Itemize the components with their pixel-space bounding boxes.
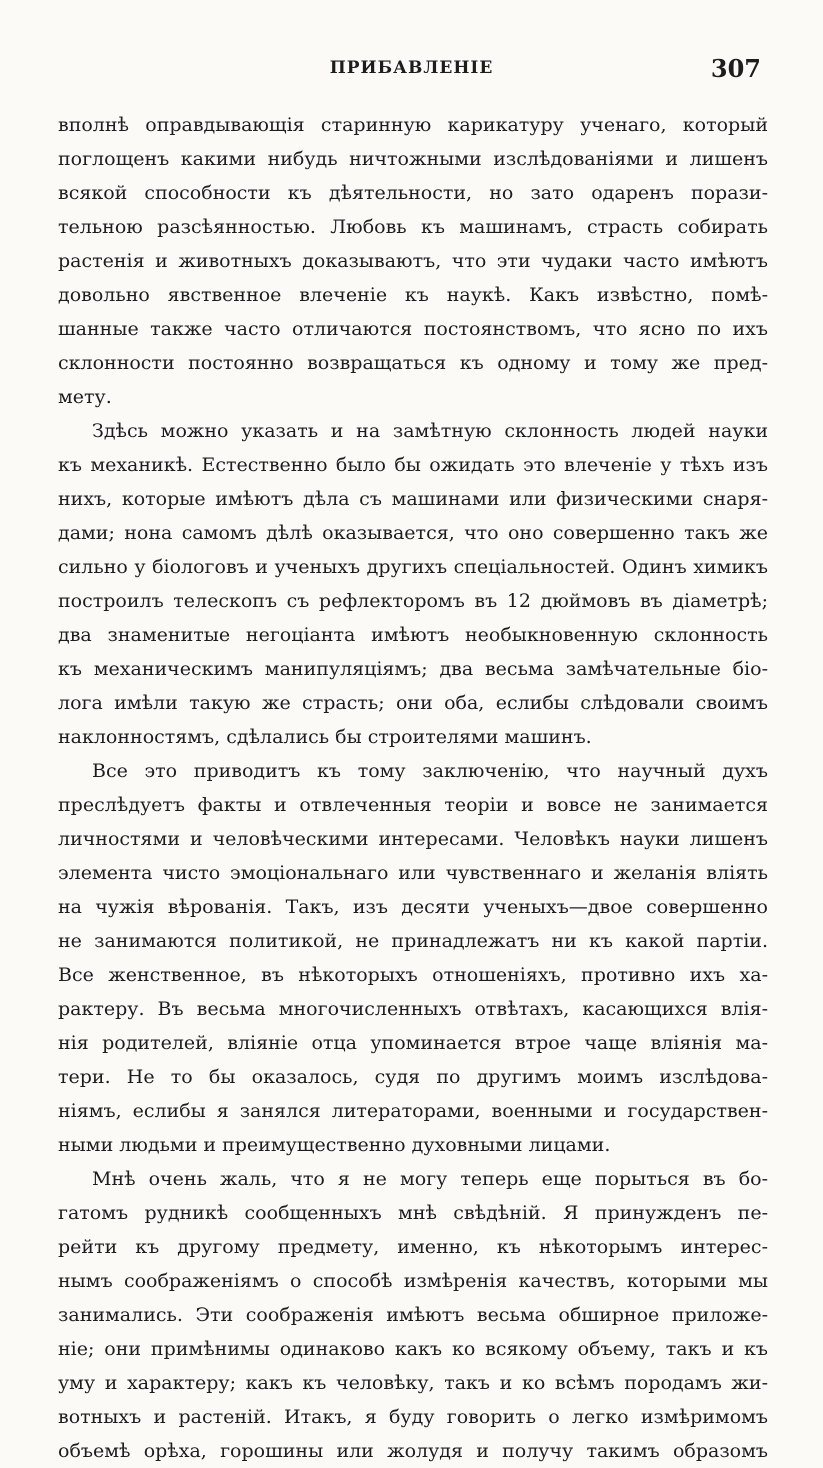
text-line: Мнѣ очень жаль, что я не могу теперь еще порыться въ бо-: [92, 1168, 768, 1190]
text-line: ніямъ, еслибы я занялся литераторами, военными и государствен-: [58, 1100, 768, 1122]
text-line: лога имѣли такую же страсть; они оба, еслибы слѣдовали своимъ: [58, 692, 768, 714]
text-line: Здѣсь можно указать и на замѣтную склонность людей науки: [92, 420, 768, 442]
text-line: гатомъ рудникѣ сообщенныхъ мнѣ свѣдѣній. Я принужденъ пе-: [58, 1202, 768, 1224]
text-line: элемента чисто эмоціональнаго или чувственнаго и желанія вліять: [58, 862, 768, 884]
text-line: личностями и человѣческими интересами. Человѣкъ науки лишенъ: [58, 828, 768, 850]
text-line: всякой способности къ дѣятельности, но зато одаренъ порази-: [58, 182, 768, 204]
text-line: вотныхъ и растеній. Итакъ, я буду говорить о легко измѣримомъ: [58, 1406, 768, 1428]
text-line: ніе; они примѣнимы одинаково какъ ко всякому объему, такъ и къ: [58, 1338, 768, 1360]
running-header: ПРИБАВЛЕНІЕ: [329, 58, 494, 78]
text-line: преслѣдуетъ факты и отвлеченныя теоріи и вовсе не занимается: [58, 794, 768, 816]
text-line: занимались. Эти соображенія имѣютъ весьма обширное приложе-: [58, 1304, 768, 1326]
text-line: ными людьми и преимущественно духовными лицами.: [58, 1134, 611, 1156]
text-line: не занимаются политикой, не принадлежатъ ни къ какой партіи.: [58, 930, 768, 952]
text-line: нихъ, которые имѣютъ дѣла съ машинами или физическими снаря-: [58, 488, 768, 510]
text-line: два знаменитые негоціанта имѣютъ необыкновенную склонность: [58, 624, 768, 646]
text-line: нымъ соображеніямъ о способѣ измѣренія качествъ, которыми мы: [58, 1270, 768, 1292]
text-line: дами; нона самомъ дѣлѣ оказывается, что оно совершенно такъ же: [58, 522, 768, 544]
text-line: растенія и животныхъ доказываютъ, что эти чудаки часто имѣютъ: [58, 250, 768, 272]
text-line: шанные также часто отличаются постоянствомъ, что ясно по ихъ: [58, 318, 768, 340]
text-line: сильно у біологовъ и ученыхъ другихъ спеціальностей. Одинъ химикъ: [58, 556, 768, 578]
text-line: рейти къ другому предмету, именно, къ нѣкоторымъ интерес-: [58, 1236, 768, 1258]
text-line: тельною разсѣянностью. Любовь къ машинамъ, страсть собирать: [58, 216, 768, 238]
page-number: 307: [710, 54, 761, 83]
text-line: къ механикѣ. Естественно было бы ожидать это влеченіе у тѣхъ изъ: [58, 454, 768, 476]
text-line: къ механическимъ манипуляціямъ; два весьма замѣчательные біо-: [58, 658, 768, 680]
text-line: вполнѣ оправдывающія старинную карикатуру ученаго, который: [58, 114, 768, 136]
text-line: наклонностямъ, сдѣлались бы строителями машинъ.: [58, 726, 592, 748]
text-line: Все это приводитъ къ тому заключенію, что научный духъ: [92, 760, 768, 782]
text-line: нія родителей, вліяніе отца упоминается втрое чаще вліянія ма-: [58, 1032, 768, 1054]
text-line: поглощенъ какими нибудь ничтожными изслѣдованіями и лишенъ: [58, 148, 768, 170]
text-line: на чужія вѣрованія. Такъ, изъ десяти ученыхъ—двое совершенно: [58, 896, 768, 918]
text-line: склонности постоянно возвращаться къ одному и тому же пред-: [58, 352, 768, 374]
text-line: уму и характеру; какъ къ человѣку, такъ и ко всѣмъ породамъ жи-: [58, 1372, 768, 1394]
text-line: объемѣ орѣха, горошины или жолудя и получу такимъ образомъ: [58, 1440, 768, 1462]
text-line: построилъ телескопъ съ рефлекторомъ въ 12 дюймовъ въ діаметрѣ;: [58, 590, 768, 612]
text-line: довольно явственное влеченіе къ наукѣ. Какъ извѣстно, помѣ-: [58, 284, 768, 306]
body-text: [58, 108, 768, 1468]
text-line: тери. Не то бы оказалось, судя по другимъ моимъ изслѣдова-: [58, 1066, 768, 1088]
text-line: Все женственное, въ нѣкоторыхъ отношеніяхъ, противно ихъ ха-: [58, 964, 768, 986]
text-line: мету.: [58, 386, 112, 408]
text-line: рактеру. Въ весьма многочисленныхъ отвѣтахъ, касающихся влія-: [58, 998, 768, 1020]
